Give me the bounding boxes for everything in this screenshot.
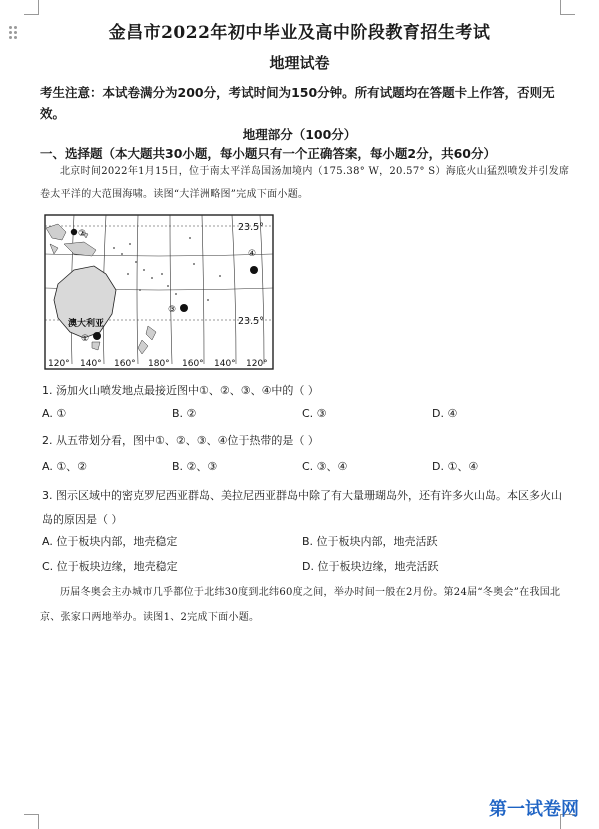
lon-label-4: 160° (182, 359, 204, 369)
marker-1-dot (93, 332, 101, 340)
question-1-stem: 1. 汤加火山喷发地点最接近图中①、②、③、④中的（ ） (42, 384, 319, 397)
lon-label-6: 120° (246, 359, 268, 369)
q3-option-c[interactable]: C. 位于板块边缘，地壳稳定 (42, 560, 178, 573)
exam-title: 金昌市2022年初中毕业及高中阶段教育招生考试 (108, 23, 491, 43)
tropic-south-label: 23.5° (238, 316, 264, 327)
lon-label-2: 160° (114, 359, 136, 369)
marker-3-label: ③ (168, 305, 177, 315)
crop-mark-bottom-left (24, 814, 39, 829)
crop-mark-top-left (24, 0, 39, 15)
marker-4-dot (250, 266, 258, 274)
exam-subtitle: 地理试卷 (269, 54, 330, 72)
q1-option-d[interactable]: D. ④ (432, 407, 458, 420)
section-title: 一、选择题（本大题共30小题，每小题只有一个正确答案，每小题2分，共60分） (40, 146, 496, 161)
lon-label-0: 120° (48, 359, 70, 369)
q3-option-a[interactable]: A. 位于板块内部，地壳稳定 (42, 535, 178, 548)
q2-option-b[interactable]: B. ②、③ (172, 460, 218, 473)
marker-4-label: ④ (248, 249, 257, 259)
q3-option-d[interactable]: D. 位于板块边缘，地壳活跃 (302, 560, 439, 573)
part-title: 地理部分（100分） (242, 127, 357, 142)
marker-1-label: ① (81, 334, 90, 344)
q1-option-b[interactable]: B. ② (172, 407, 197, 420)
lon-label-1: 140° (80, 359, 102, 369)
question-2-stem: 2. 从五带划分看，图中①、②、③、④位于热带的是（ ） (42, 434, 319, 447)
australia-label: 澳大利亚 (68, 319, 105, 329)
oceania-map (44, 214, 274, 370)
lon-label-3: 180° (148, 359, 170, 369)
marker-2-label: ② (78, 229, 87, 239)
q1-option-c[interactable]: C. ③ (302, 407, 327, 420)
crop-mark-top-right (560, 0, 575, 15)
q2-option-a[interactable]: A. ①、② (42, 460, 88, 473)
lon-label-5: 140° (214, 359, 236, 369)
marker-3-dot (180, 304, 188, 312)
q2-option-d[interactable]: D. ①、④ (432, 460, 479, 473)
q2-option-c[interactable]: C. ③、④ (302, 460, 348, 473)
intro-paragraph-2: 历届冬奥会主办城市几乎都位于北纬30度到北纬60度之间，举办时间一般在2月份。第24届“冬奥会”在我国北京、张家口两地举办。读图1、2完成下面小题。 (40, 587, 561, 623)
q1-option-a[interactable]: A. ① (42, 407, 67, 420)
candidate-notice: 考生注意：本试卷满分为200分，考试时间为150分钟。所有试题均在答题卡上作答，否则无效。 (40, 85, 555, 121)
watermark-logo: 第一试卷网 (489, 799, 579, 820)
intro-paragraph-1: 北京时间2022年1月15日，位于南太平洋岛国汤加境内（175.38° W，20.57° S）海底火山猛烈喷发并引发席卷太平洋的大范围海啸。读图“大洋洲略图”完成下面小题。 (40, 166, 570, 200)
question-3-stem: 3. 图示区域中的密克罗尼西亚群岛、美拉尼西亚群岛中除了有大量珊瑚岛外，还有许多火山岛。本区多火山岛的原因是（ ） (42, 489, 562, 526)
tropic-north-label: 23.5° (238, 222, 264, 233)
marker-2-dot (71, 229, 77, 235)
q3-option-b[interactable]: B. 位于板块内部，地壳活跃 (302, 535, 438, 548)
